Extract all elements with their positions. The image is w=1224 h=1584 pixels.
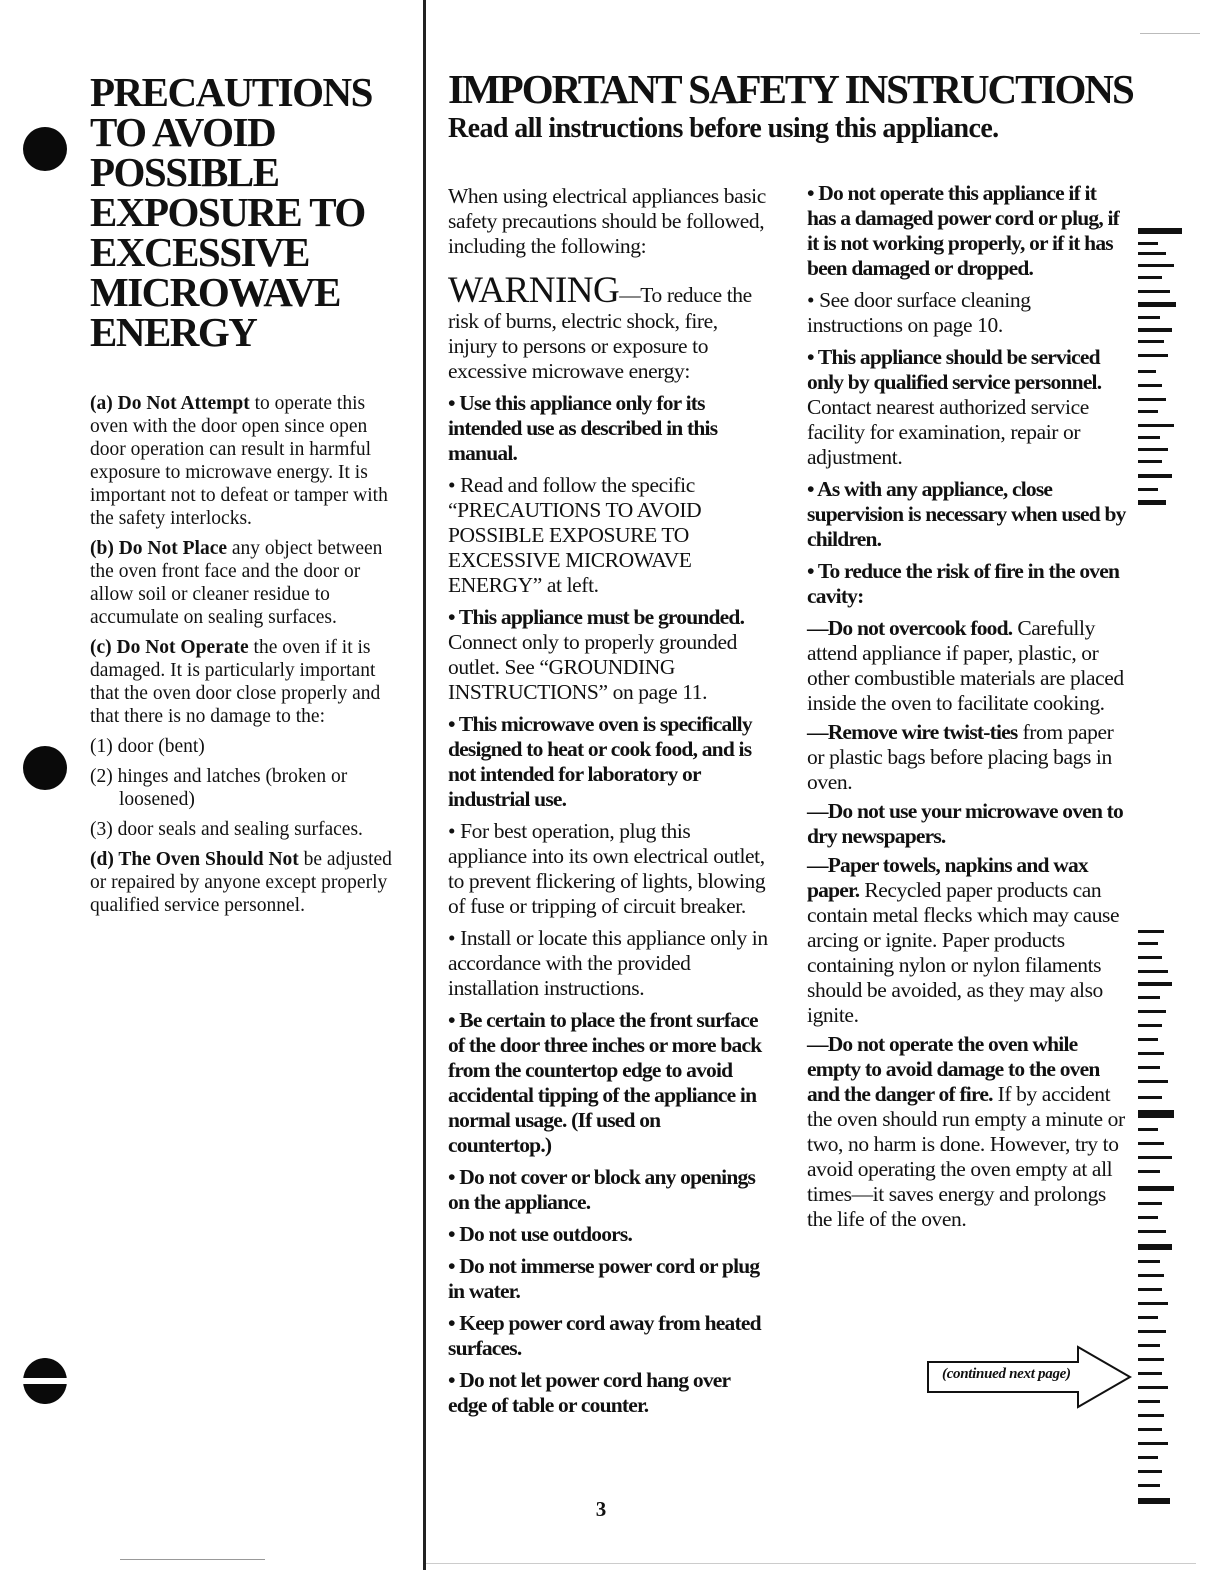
warning-paragraph: WARNING—To reduce the risk of burns, electric shock, fire, injury to persons or exposure to excessive microwave energy:	[448, 270, 752, 383]
punch-hole	[23, 746, 67, 790]
bottom-rule	[426, 1563, 1196, 1564]
continued-next-page-arrow	[926, 1345, 1136, 1409]
precautions-list	[90, 392, 395, 924]
precaution-subitem: (3) door seals and sealing surfaces.	[90, 819, 363, 840]
precautions-heading: PRECAUTIONS TO AVOID POSSIBLE EXPOSURE TO EXCESSIVE MICROWAVE ENERGY	[90, 69, 372, 355]
safety-bullet: • Read and follow the specific “PRECAUTIONS TO AVOID POSSIBLE EXPOSURE TO EXCESSIVE MICROWAVE ENERGY” at left.	[448, 473, 702, 597]
page-title: IMPORTANT SAFETY INSTRUCTIONS	[448, 66, 1133, 112]
safety-bullet: • This appliance should be serviced only by qualified service personnel. Contact nearest authorized service facility for examination, repair or adjustment.	[807, 345, 1102, 469]
safety-bullet: • Do not let power cord hang over edge of table or counter.	[448, 1368, 730, 1417]
page-subtitle: Read all instructions before using this appliance.	[448, 113, 999, 144]
instructions-column-1	[448, 184, 768, 1425]
fire-sub-item: —Paper towels, napkins and wax paper. Recycled paper products can contain metal flecks which may cause arcing or ignite. Paper products containing nylon or nylon filaments should be avoided, as they may also ignite.	[807, 853, 1120, 1027]
precaution-subitem: (1) door (bent)	[90, 736, 205, 757]
bottom-rule	[120, 1559, 265, 1560]
precaution-item: (b) Do Not Place any object between the oven front face and the door or allow soil or cleaner residue to accumulate on sealing surfaces.	[90, 538, 383, 628]
safety-bullet: • Be certain to place the front surface of the door three inches or more back from the countertop edge to avoid accidental tipping of the appliance in normal usage. (If used on countertop.)	[448, 1008, 762, 1157]
safety-bullet: • See door surface cleaning instructions on page 10.	[807, 288, 1031, 337]
intro-text: When using electrical appliances basic safety precautions should be followed, including the following:	[448, 184, 766, 258]
safety-bullet: • To reduce the risk of fire in the oven cavity:	[807, 559, 1120, 608]
safety-bullet: • Do not cover or block any openings on the appliance.	[448, 1165, 756, 1214]
punch-hole	[23, 1358, 67, 1404]
page-number: 3	[595, 1497, 607, 1521]
column-divider	[423, 0, 426, 1570]
safety-bullet: • This appliance must be grounded. Connect only to properly grounded outlet. See “GROUNDING INSTRUCTIONS” on page 11.	[448, 605, 745, 704]
precaution-item: (d) The Oven Should Not be adjusted or repaired by anyone except properly qualified service personnel.	[90, 849, 392, 916]
precaution-item: (c) Do Not Operate the oven if it is damaged. It is particularly important that the oven door close properly and that there is no damage to the:	[90, 637, 381, 727]
safety-bullet: • Do not use outdoors.	[448, 1222, 633, 1246]
safety-bullet: • For best operation, plug this appliance into its own electrical outlet, to prevent flickering of lights, blowing of fuse or tripping of circuit breaker.	[448, 819, 766, 918]
instructions-column-2	[807, 181, 1127, 1236]
safety-bullet: • Do not operate this appliance if it has a damaged power cord or plug, if it is not working properly, or if it has been damaged or dropped.	[807, 181, 1120, 280]
fire-sub-item: —Do not operate the oven while empty to avoid damage to the oven and the danger of fire. If by accident the oven should run empty a minute or two, no harm is done. However, try to avoid operating the oven empty at all times—it saves energy and prolongs the life of the oven.	[807, 1032, 1125, 1231]
fire-sub-item: —Do not overcook food. Carefully attend appliance if paper, plastic, or other combustible materials are placed inside the oven to facilitate cooking.	[807, 616, 1124, 715]
fire-sub-item: —Remove wire twist-ties from paper or plastic bags before placing bags in oven.	[807, 720, 1114, 794]
safety-bullet: • This microwave oven is specifically designed to heat or cook food, and is not intended for laboratory or industrial use.	[448, 712, 752, 811]
safety-bullet: • Install or locate this appliance only in accordance with the provided installation instructions.	[448, 926, 768, 1000]
fire-sub-item: —Do not use your microwave oven to dry newspapers.	[807, 799, 1123, 848]
safety-bullet: • As with any appliance, close supervision is necessary when used by children.	[807, 477, 1126, 551]
continued-label: (continued next page)	[942, 1366, 1071, 1382]
precaution-item: (a) Do Not Attempt to operate this oven with the door open since open door operation can result in harmful exposure to microwave energy. It is important not to defeat or tamper with the safety interlocks.	[90, 393, 388, 529]
safety-bullet: • Do not immerse power cord or plug in water.	[448, 1254, 760, 1303]
punch-hole	[23, 127, 67, 171]
precaution-subitem: (2) hinges and latches (broken or loosened)	[90, 766, 348, 810]
corner-rule	[1140, 33, 1200, 34]
warning-label: WARNING	[448, 270, 620, 311]
safety-bullet: • Use this appliance only for its intended use as described in this manual.	[448, 391, 718, 465]
safety-bullet: • Keep power cord away from heated surfaces.	[448, 1311, 761, 1360]
